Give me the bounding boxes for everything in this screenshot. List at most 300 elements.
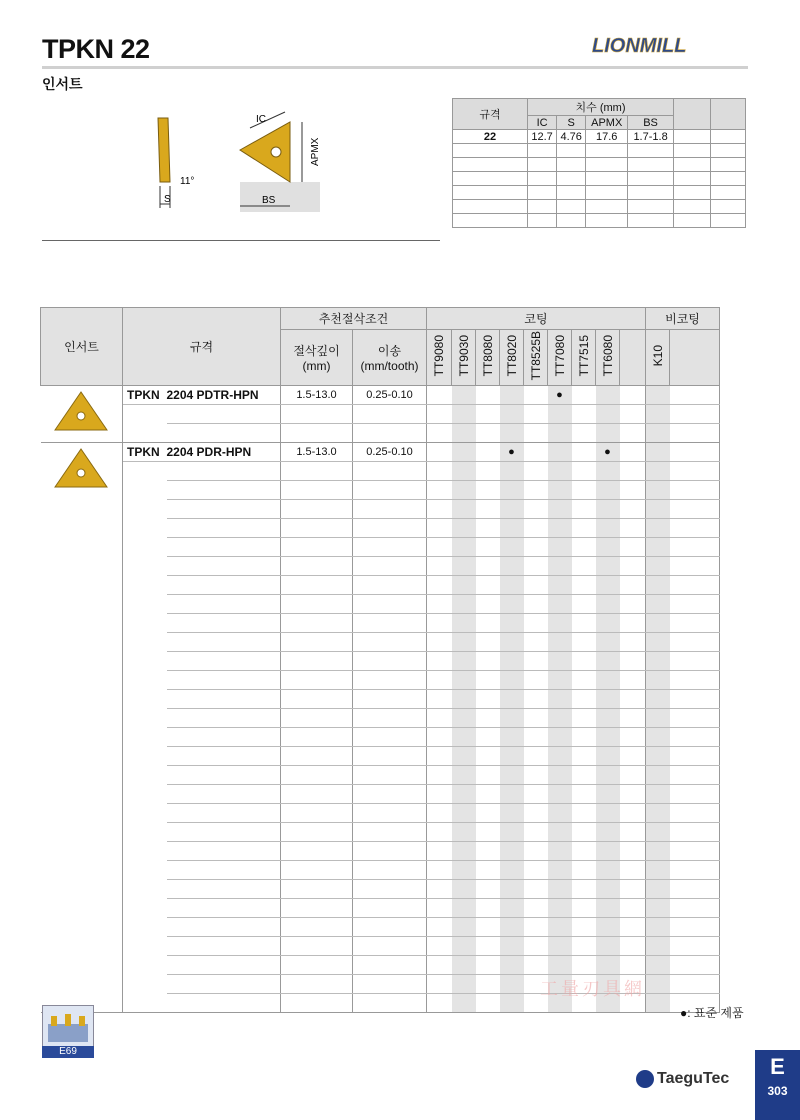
grade-mark — [572, 557, 596, 576]
col-apmx: APMX — [586, 116, 628, 130]
grade-mark — [596, 538, 620, 557]
grade-mark — [524, 595, 548, 614]
table-row — [41, 937, 720, 956]
grade-mark — [427, 861, 452, 880]
grade-mark — [572, 728, 596, 747]
grade-mark — [476, 538, 500, 557]
grade-mark — [452, 424, 476, 443]
grade-mark — [452, 728, 476, 747]
grade-mark — [500, 690, 524, 709]
grade-mark — [572, 519, 596, 538]
grade-mark — [476, 994, 500, 1013]
grade-mark — [524, 842, 548, 861]
grade-mark — [500, 538, 524, 557]
grade-mark — [572, 595, 596, 614]
grade-mark — [476, 443, 500, 462]
grade-mark — [596, 747, 620, 766]
grade-mark — [572, 918, 596, 937]
grade-mark — [500, 595, 524, 614]
dimension-header: 치수 (mm) — [528, 99, 674, 116]
grade-mark — [548, 424, 572, 443]
grade-mark — [596, 899, 620, 918]
grade-mark — [500, 994, 524, 1013]
grade-mark — [524, 443, 548, 462]
grade-mark — [596, 614, 620, 633]
table-row — [41, 842, 720, 861]
grade-mark — [620, 633, 646, 652]
grade-mark — [452, 994, 476, 1013]
grade-mark — [500, 709, 524, 728]
grade-mark — [476, 880, 500, 899]
grade-mark — [620, 443, 646, 462]
grade-mark — [548, 842, 572, 861]
grade-mark — [476, 728, 500, 747]
grade-mark — [548, 899, 572, 918]
grade-tt9030: TT9030 — [456, 335, 471, 377]
grade-mark — [620, 557, 646, 576]
grade-mark — [548, 500, 572, 519]
grade-mark — [596, 633, 620, 652]
grade-tt8080: TT8080 — [480, 335, 495, 377]
grade-mark — [452, 823, 476, 842]
grade-mark — [427, 975, 452, 994]
grade-mark — [452, 557, 476, 576]
spec-header: 규격 — [453, 99, 528, 130]
grade-mark — [427, 804, 452, 823]
grade-mark — [548, 557, 572, 576]
grade-mark — [524, 861, 548, 880]
grade-mark — [548, 614, 572, 633]
grade-mark — [500, 918, 524, 937]
grade-mark — [476, 576, 500, 595]
grade-mark — [572, 614, 596, 633]
lionmill-logo — [588, 30, 748, 60]
grade-mark — [452, 899, 476, 918]
grade-mark — [548, 519, 572, 538]
feed-header: 이송 (mm/tooth) — [353, 330, 427, 386]
grade-mark — [500, 804, 524, 823]
table-row — [41, 633, 720, 652]
grade-mark — [596, 880, 620, 899]
grade-mark — [500, 975, 524, 994]
grade-mark — [572, 386, 596, 405]
grade-mark — [524, 804, 548, 823]
grade-mark — [572, 424, 596, 443]
grade-mark — [572, 405, 596, 424]
grade-mark — [524, 709, 548, 728]
grade-mark — [620, 500, 646, 519]
grade-mark — [452, 709, 476, 728]
grade-mark — [452, 405, 476, 424]
grade-mark — [500, 671, 524, 690]
grade-mark — [500, 576, 524, 595]
coated-header: 코팅 — [427, 308, 646, 330]
grade-mark — [427, 633, 452, 652]
grade-mark — [476, 462, 500, 481]
grade-mark — [620, 386, 646, 405]
uncoated-header: 비코팅 — [646, 308, 720, 330]
diagram-divider — [42, 240, 440, 241]
grade-mark — [596, 462, 620, 481]
grade-mark — [452, 462, 476, 481]
watermark: 工量刃具網 — [540, 979, 645, 999]
grade-mark — [620, 804, 646, 823]
table-row — [41, 481, 720, 500]
grade-mark — [572, 633, 596, 652]
grade-mark — [500, 462, 524, 481]
insert-header: 인서트 — [41, 308, 123, 386]
grade-mark — [427, 899, 452, 918]
grade-mark — [548, 823, 572, 842]
grade-mark — [524, 386, 548, 405]
grade-mark — [572, 576, 596, 595]
insert-image — [41, 386, 123, 443]
grade-mark — [620, 956, 646, 975]
depth-header: 절삭깊이 (mm) — [281, 330, 353, 386]
grade-mark — [572, 956, 596, 975]
grade-mark — [476, 671, 500, 690]
grade-mark — [524, 747, 548, 766]
grade-mark — [596, 576, 620, 595]
grade-mark — [524, 576, 548, 595]
dimension-table — [452, 98, 746, 228]
grade-mark — [620, 462, 646, 481]
grade-mark — [620, 538, 646, 557]
grade-mark — [427, 690, 452, 709]
grade-mark — [620, 671, 646, 690]
grade-mark — [452, 880, 476, 899]
grade-mark — [452, 956, 476, 975]
cutting-conditions-header: 추천절삭조건 — [281, 308, 427, 330]
grade-mark — [500, 557, 524, 576]
grade-mark — [500, 386, 524, 405]
grade-mark — [524, 614, 548, 633]
grade-mark — [620, 576, 646, 595]
grade-mark — [500, 785, 524, 804]
grade-mark — [500, 899, 524, 918]
grade-mark — [452, 671, 476, 690]
grade-mark — [500, 937, 524, 956]
grade-mark — [452, 633, 476, 652]
grade-mark — [548, 728, 572, 747]
grade-mark — [500, 823, 524, 842]
grade-mark — [620, 595, 646, 614]
grade-mark — [548, 595, 572, 614]
grade-tt7515: TT7515 — [576, 335, 591, 377]
grade-mark — [427, 728, 452, 747]
grade-tt9080: TT9080 — [432, 335, 446, 377]
grade-mark — [500, 861, 524, 880]
table-row — [41, 614, 720, 633]
grade-mark — [524, 823, 548, 842]
product-code: 2204 PDTR-HPN — [167, 386, 281, 405]
grade-mark — [427, 595, 452, 614]
grade-mark — [524, 956, 548, 975]
grade-mark — [620, 709, 646, 728]
grade-mark — [548, 747, 572, 766]
grade-mark — [427, 386, 452, 405]
grade-mark — [596, 690, 620, 709]
grade-mark — [572, 899, 596, 918]
page-tab — [755, 1050, 800, 1120]
grade-mark — [452, 481, 476, 500]
grade-mark — [500, 424, 524, 443]
grade-mark — [620, 481, 646, 500]
grade-mark — [620, 519, 646, 538]
grade-mark — [476, 785, 500, 804]
grade-mark — [620, 880, 646, 899]
grade-mark — [452, 747, 476, 766]
grade-mark — [452, 842, 476, 861]
grade-mark — [572, 766, 596, 785]
grade-mark — [548, 690, 572, 709]
grade-mark — [620, 728, 646, 747]
grade-mark — [476, 823, 500, 842]
grade-mark — [427, 709, 452, 728]
grade-mark — [524, 462, 548, 481]
grade-mark — [548, 937, 572, 956]
grade-mark — [452, 937, 476, 956]
grade-mark — [572, 785, 596, 804]
grade-mark — [548, 880, 572, 899]
grade-mark — [596, 785, 620, 804]
grade-mark — [452, 538, 476, 557]
table-row — [41, 690, 720, 709]
grade-mark — [427, 519, 452, 538]
grade-mark — [476, 709, 500, 728]
grade-tt7080: TT7080 — [552, 335, 567, 377]
grade-mark — [620, 614, 646, 633]
table-row — [41, 595, 720, 614]
grade-mark — [524, 690, 548, 709]
grade-tt6080: TT6080 — [600, 335, 615, 377]
grade-mark — [427, 842, 452, 861]
table-row — [41, 652, 720, 671]
grade-mark — [452, 975, 476, 994]
grade-mark — [548, 405, 572, 424]
grade-mark — [548, 918, 572, 937]
grade-mark — [572, 823, 596, 842]
insert-image — [41, 443, 123, 1013]
grade-mark — [548, 804, 572, 823]
grade-mark — [427, 614, 452, 633]
grade-mark — [427, 576, 452, 595]
table-row — [41, 709, 720, 728]
grade-mark — [572, 690, 596, 709]
grade-mark: ● — [596, 443, 620, 462]
grade-mark — [476, 405, 500, 424]
grade-mark — [524, 652, 548, 671]
grade-mark — [524, 481, 548, 500]
grade-mark — [500, 614, 524, 633]
table-row — [41, 519, 720, 538]
table-row — [41, 766, 720, 785]
grade-mark — [427, 918, 452, 937]
insert-dimension-diagram — [140, 110, 340, 220]
grade-mark — [500, 405, 524, 424]
grade-mark — [500, 728, 524, 747]
grade-mark — [476, 918, 500, 937]
grade-mark — [500, 481, 524, 500]
grade-mark — [596, 386, 620, 405]
grade-mark — [572, 481, 596, 500]
bs-label: BS — [262, 195, 276, 206]
grade-mark — [427, 880, 452, 899]
grade-mark — [620, 690, 646, 709]
grade-mark — [620, 861, 646, 880]
grade-mark — [524, 633, 548, 652]
grade-mark — [476, 747, 500, 766]
grade-tt8525b: TT8525B — [528, 331, 543, 381]
grade-mark — [596, 861, 620, 880]
grade-mark — [524, 785, 548, 804]
svg-text:LIONMILL: LIONMILL — [592, 35, 687, 57]
angle-label: 11° — [180, 176, 195, 187]
grade-k10: K10 — [650, 345, 665, 367]
grade-mark — [500, 880, 524, 899]
taegutec-logo: TaeguTec — [636, 1070, 729, 1088]
table-row — [41, 899, 720, 918]
grade-mark — [596, 500, 620, 519]
grade-mark — [524, 728, 548, 747]
table-row — [41, 747, 720, 766]
table-row — [41, 728, 720, 747]
grade-mark — [452, 443, 476, 462]
grade-mark — [427, 823, 452, 842]
grade-mark — [476, 766, 500, 785]
grade-mark — [524, 557, 548, 576]
grade-mark — [476, 842, 500, 861]
grade-mark — [427, 766, 452, 785]
grade-mark — [524, 538, 548, 557]
grade-mark — [620, 918, 646, 937]
grade-mark — [452, 861, 476, 880]
grade-mark — [572, 462, 596, 481]
grade-mark — [452, 652, 476, 671]
grade-mark — [452, 595, 476, 614]
grade-mark — [500, 956, 524, 975]
grade-mark — [427, 424, 452, 443]
grade-mark — [476, 690, 500, 709]
grade-mark — [476, 861, 500, 880]
grade-mark — [476, 481, 500, 500]
grade-mark — [596, 842, 620, 861]
grade-mark — [476, 595, 500, 614]
grade-mark — [548, 462, 572, 481]
grade-mark — [548, 709, 572, 728]
e69-link[interactable]: E69 — [42, 1046, 94, 1058]
grade-mark — [476, 424, 500, 443]
spec-header: 규격 — [123, 308, 281, 386]
page-section-letter: E — [770, 1054, 785, 1079]
grade-mark — [596, 481, 620, 500]
grade-mark — [427, 671, 452, 690]
grade-mark — [452, 386, 476, 405]
table-row — [41, 405, 720, 424]
grade-mark — [476, 899, 500, 918]
grade-mark — [548, 766, 572, 785]
grade-mark — [596, 937, 620, 956]
table-row — [41, 538, 720, 557]
grade-mark — [524, 671, 548, 690]
grade-mark — [548, 443, 572, 462]
table-row — [41, 823, 720, 842]
grade-mark — [427, 956, 452, 975]
grade-mark — [548, 785, 572, 804]
table-row — [41, 861, 720, 880]
table-row: TPKN 2204 PDTR-HPN 1.5-13.0 0.25-0.10 ● — [41, 386, 720, 405]
grade-mark — [427, 747, 452, 766]
grade-mark — [452, 785, 476, 804]
grade-mark — [572, 671, 596, 690]
grade-mark — [427, 500, 452, 519]
grade-mark — [476, 633, 500, 652]
e69-thumbnail[interactable] — [42, 1005, 94, 1047]
table-row — [41, 462, 720, 481]
grade-mark — [572, 937, 596, 956]
grade-mark — [500, 652, 524, 671]
table-row — [41, 804, 720, 823]
grade-mark — [452, 918, 476, 937]
grade-mark — [548, 576, 572, 595]
product-code: 2204 PDR-HPN — [167, 443, 281, 462]
table-row — [41, 880, 720, 899]
grade-mark — [620, 842, 646, 861]
grade-mark: ● — [500, 443, 524, 462]
grade-mark — [524, 500, 548, 519]
table-row — [41, 671, 720, 690]
grade-mark — [620, 823, 646, 842]
grade-mark — [427, 443, 452, 462]
grade-mark — [596, 424, 620, 443]
table-row — [41, 918, 720, 937]
grade-mark — [452, 804, 476, 823]
grade-mark — [548, 671, 572, 690]
table-row — [41, 500, 720, 519]
grade-mark — [427, 937, 452, 956]
grade-mark — [476, 519, 500, 538]
table-row — [41, 956, 720, 975]
table-row — [41, 424, 720, 443]
grade-mark — [572, 443, 596, 462]
grade-mark — [596, 557, 620, 576]
legend: ●: 표준 제품 — [680, 1006, 744, 1020]
grade-mark — [572, 709, 596, 728]
col-bs: BS — [628, 116, 674, 130]
grade-mark — [452, 576, 476, 595]
grade-mark — [500, 633, 524, 652]
title-divider — [42, 66, 748, 69]
grade-mark — [620, 899, 646, 918]
grade-mark — [476, 975, 500, 994]
grade-mark — [596, 652, 620, 671]
grade-mark — [620, 747, 646, 766]
grade-mark — [620, 785, 646, 804]
grade-mark — [620, 405, 646, 424]
col-ic: IC — [528, 116, 557, 130]
grade-mark — [452, 500, 476, 519]
grade-mark — [427, 994, 452, 1013]
grade-mark — [596, 918, 620, 937]
grade-mark — [476, 956, 500, 975]
grade-mark — [452, 766, 476, 785]
grade-mark — [596, 671, 620, 690]
table-row — [41, 785, 720, 804]
grade-mark — [427, 652, 452, 671]
grade-mark — [524, 766, 548, 785]
ic-label: IC — [256, 114, 266, 125]
table-row — [41, 557, 720, 576]
